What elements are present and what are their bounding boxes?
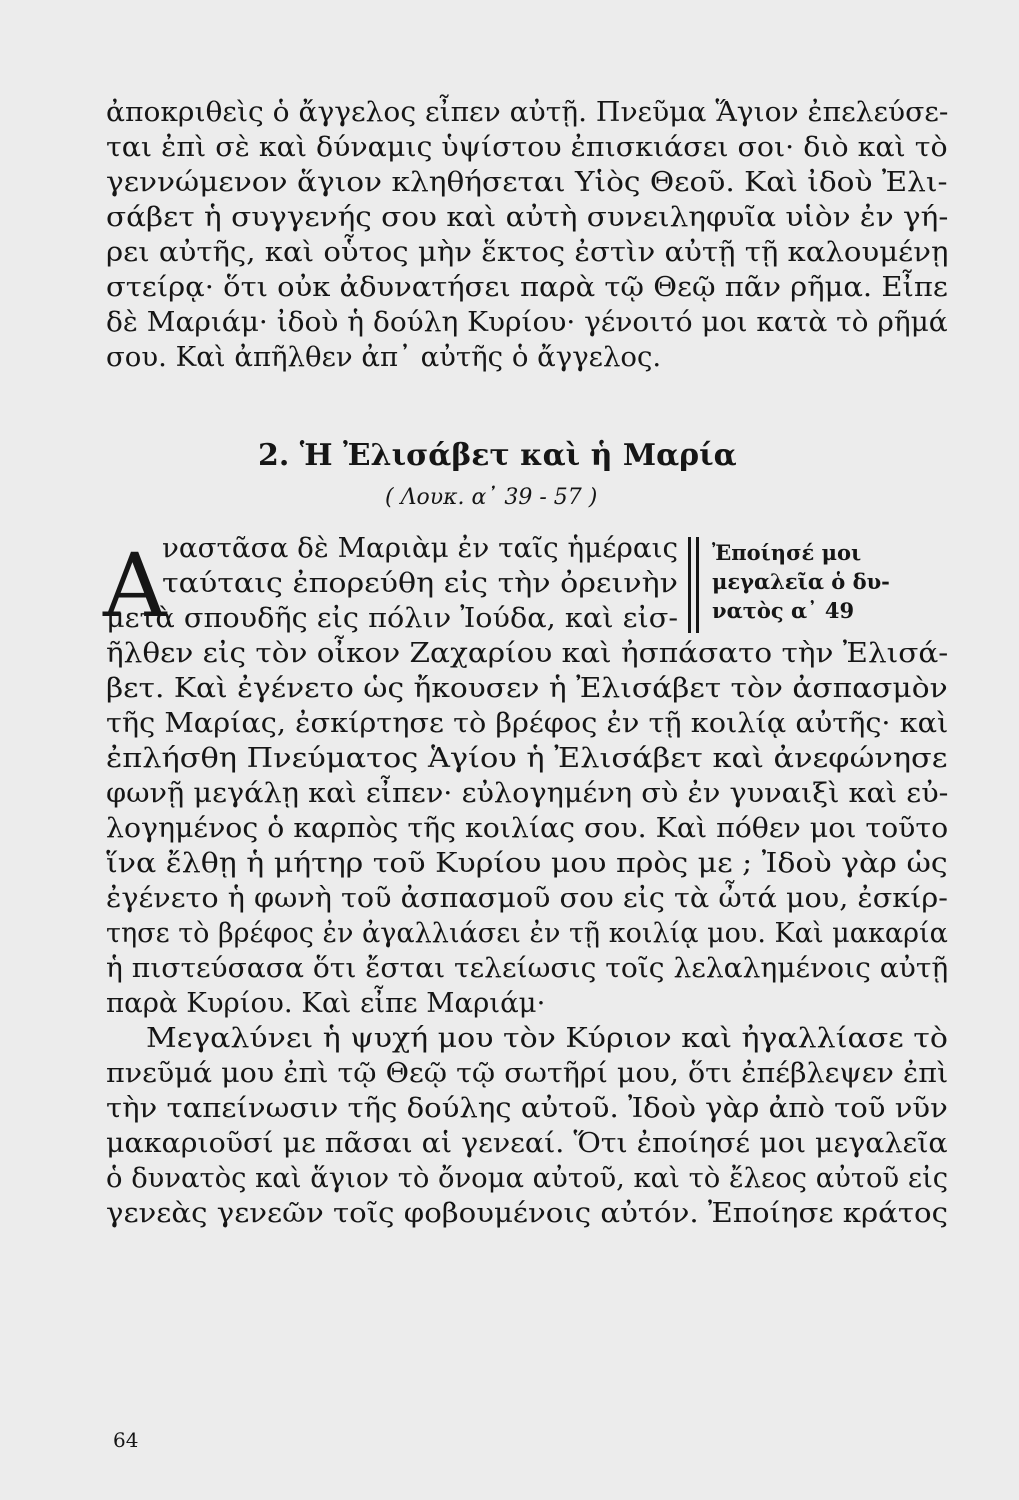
drop-cap: Α (103, 534, 167, 637)
sidenote-line: μεγαλεῖα ὁ δυ- (712, 569, 890, 594)
section-title: 2. Ἡ Ἐλισάβετ καὶ ἡ Μαρία (258, 438, 737, 473)
text-line: στείρᾳ· ὅτι οὐκ ἀδυνατήσει παρὰ τῷ Θεῷ πᾶν ρῆμα. Εἶπε (106, 272, 948, 303)
text-line: τησε τὸ βρέφος ἐν ἀγαλλιάσει ἐν τῇ κοιλίᾳ μου. Καὶ μακαρία (106, 918, 948, 949)
text-line: ρει αὐτῆς, καὶ οὗτος μὴν ἕκτος ἐστὶν αὐτῇ τῇ καλουμένῃ (106, 237, 949, 268)
text-line: ἀποκριθεὶς ὁ ἄγγελος εἶπεν αὐτῇ. Πνεῦμα Ἅγιον ἐπελεύσε- (106, 97, 949, 128)
sidenote-line: Ἐποίησέ μοι (712, 540, 862, 565)
text-line: λογημένος ὁ καρπὸς τῆς κοιλίας σου. Καὶ πόθεν μοι τοῦτο (106, 813, 949, 844)
text-line: τὴν ταπείνωσιν τῆς δούλης αὐτοῦ. Ἰδοὺ γὰρ ἀπὸ τοῦ νῦν (106, 1093, 948, 1124)
text-line: τῆς Μαρίας, ἐσκίρτησε τὸ βρέφος ἐν τῇ κοιλίᾳ αὐτῆς· καὶ (106, 708, 949, 739)
sidenote-rule (696, 537, 699, 633)
text-line: σου. Καὶ ἀπῆλθεν ἀπ᾽ αὐτῆς ὁ ἄγγελος. (106, 342, 662, 373)
text-line: μακαριοῦσί με πᾶσαι αἱ γενεαί. Ὅτι ἐποίησέ μοι μεγαλεῖα (106, 1128, 948, 1159)
text-line: φωνῇ μεγάλῃ καὶ εἶπεν· εὐλογημένη σὺ ἐν γυναιξὶ καὶ εὐ- (106, 778, 949, 809)
text-line: γεννώμενον ἅγιον κληθήσεται Υἱὸς Θεοῦ. Καὶ ἰδοὺ Ἐλι- (106, 167, 948, 198)
text-line: βετ. Καὶ ἐγένετο ὡς ἤκουσεν ἡ Ἐλισάβετ τὸν ἀσπασμὸν (106, 673, 948, 704)
text-line: γενεὰς γενεῶν τοῖς φοβουμένοις αὐτόν. Ἐποίησε κράτος (106, 1198, 948, 1229)
text-line: Μεγαλύνει ἡ ψυχή μου τὸν Κύριον καὶ ἠγαλλίασε τὸ (146, 1023, 948, 1054)
sidenote-rule (688, 537, 691, 633)
scripture-reference: ( Λουκ. α᾽ 39 - 57 ) (385, 485, 598, 510)
text-line: ῆλθεν εἰς τὸν οἶκον Ζαχαρίου καὶ ἠσπάσατο τὴν Ἐλισά- (106, 638, 949, 669)
text-line: ται ἐπὶ σὲ καὶ δύναμις ὑψίστου ἐπισκιάσει σοι· διὸ καὶ τὸ (106, 132, 948, 163)
text-line: πνεῦμά μου ἐπὶ τῷ Θεῷ τῷ σωτῆρί μου, ὅτι ἐπέβλεψεν ἐπὶ (106, 1058, 949, 1089)
page-number: 64 (113, 1428, 139, 1452)
text-line: δὲ Μαριάμ· ἰδοὺ ἡ δούλη Κυρίου· γένοιτό μοι κατὰ τὸ ρῆμά (106, 307, 948, 338)
text-line: παρὰ Κυρίου. Καὶ εἶπε Μαριάμ· (106, 988, 546, 1019)
text-line: ἐπλήσθη Πνεύματος Ἁγίου ἡ Ἐλισάβετ καὶ ἀνεφώνησε (106, 743, 948, 774)
text-line: μετὰ σπουδῆς εἰς πόλιν Ἰούδα, καὶ εἰσ- (106, 603, 679, 634)
text-line: σάβετ ἡ συγγενής σου καὶ αὐτὴ συνειληφυῖα υἱὸν ἐν γή- (106, 202, 949, 233)
text-line: ἡ πιστεύσασα ὅτι ἔσται τελείωσις τοῖς λελαλημένοις αὐτῇ (106, 953, 949, 984)
text-line: ταύταις ἐπορεύθη εἰς τὴν ὀρεινὴν (162, 568, 678, 599)
text-line: ὁ δυνατὸς καὶ ἅγιον τὸ ὄνομα αὐτοῦ, καὶ τὸ ἔλεος αὐτοῦ εἰς (106, 1163, 949, 1194)
text-line: ἐγένετο ἡ φωνὴ τοῦ ἀσπασμοῦ σου εἰς τὰ ὦτά μου, ἐσκίρ- (106, 883, 948, 914)
sidenote-line: νατὸς α᾽ 49 (712, 598, 855, 623)
text-line: ναστᾶσα δὲ Μαριὰμ ἐν ταῖς ἡμέραις (162, 533, 678, 564)
text-line: ἵνα ἔλθῃ ἡ μήτηρ τοῦ Κυρίου μου πρὸς με ; Ἰδοὺ γὰρ ὡς (106, 848, 948, 879)
